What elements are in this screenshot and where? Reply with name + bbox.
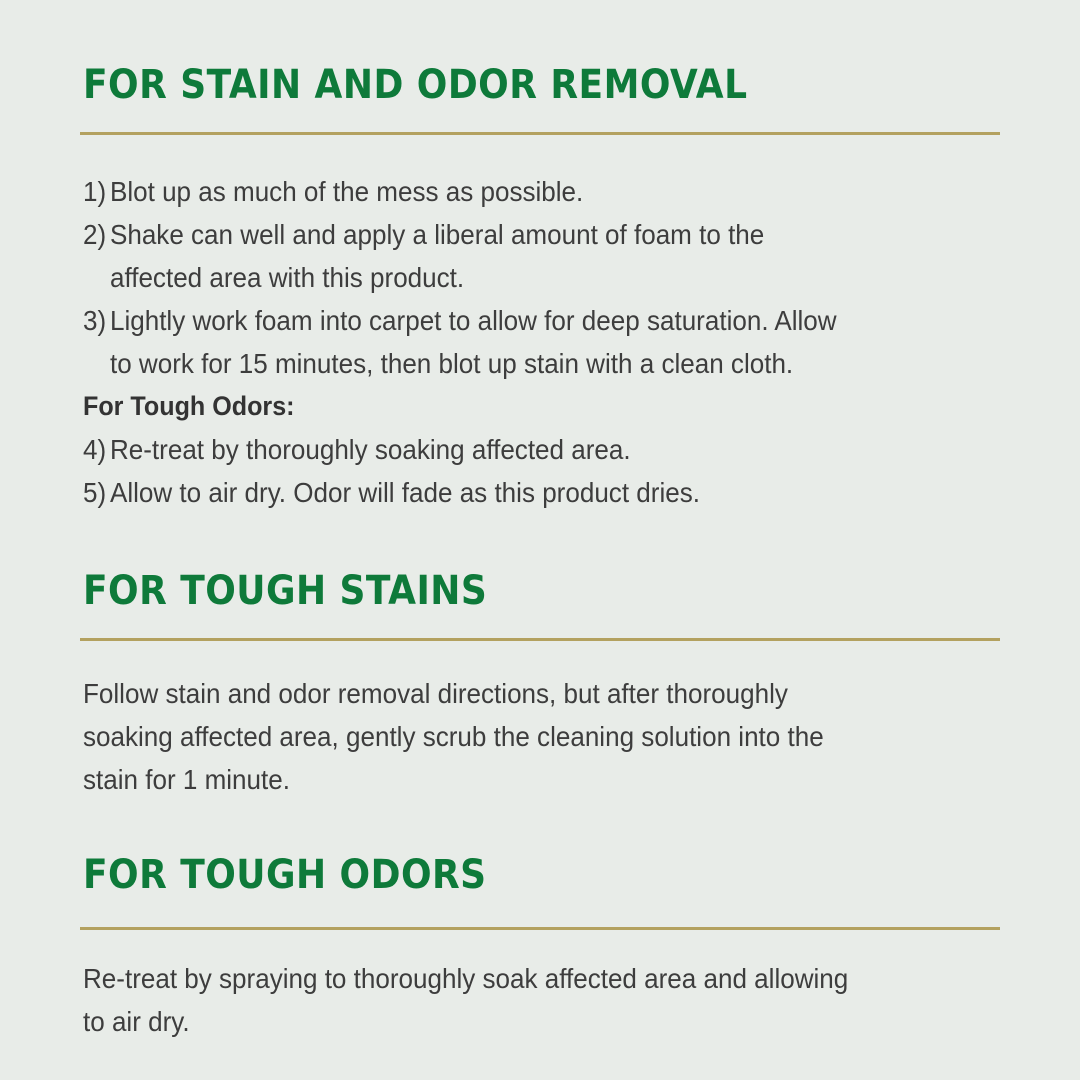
paragraph-line: Follow stain and odor removal directions, but after thoroughly bbox=[83, 678, 788, 709]
paragraph-line: Re-treat by spraying to thoroughly soak affected area and allowing bbox=[83, 963, 849, 994]
section-heading: FOR TOUGH STAINS bbox=[83, 568, 488, 614]
step-text: affected area with this product. bbox=[109, 262, 465, 293]
step-number: 3) bbox=[83, 305, 107, 336]
list-item bbox=[83, 471, 837, 514]
step-text: Lightly work foam into carpet to allow for deep saturation. Allow bbox=[109, 305, 837, 336]
subheading-tough-odors: For Tough Odors: bbox=[83, 391, 295, 421]
section-stain-odor-removal bbox=[83, 62, 1000, 508]
divider bbox=[80, 927, 1000, 930]
step-text: Shake can well and apply a liberal amount of foam to the bbox=[109, 219, 765, 250]
divider bbox=[80, 638, 1000, 641]
paragraph bbox=[83, 957, 848, 1043]
list-item bbox=[83, 213, 837, 299]
divider bbox=[80, 132, 1000, 135]
step-text: to work for 15 minutes, then blot up stain with a clean cloth. bbox=[109, 348, 794, 379]
step-text: Allow to air dry. Odor will fade as this product dries. bbox=[109, 477, 700, 508]
step-text: Re-treat by thoroughly soaking affected area. bbox=[109, 434, 631, 465]
list-item bbox=[83, 299, 837, 385]
paragraph-line: to air dry. bbox=[83, 1006, 190, 1037]
list-item bbox=[83, 428, 837, 471]
paragraph-line: stain for 1 minute. bbox=[83, 764, 290, 795]
instructions-list bbox=[83, 170, 837, 514]
list-item bbox=[83, 170, 837, 213]
section-tough-odors bbox=[83, 852, 1000, 1037]
step-number: 4) bbox=[83, 434, 107, 465]
step-number: 1) bbox=[83, 176, 107, 207]
section-heading: FOR TOUGH ODORS bbox=[83, 852, 487, 898]
section-tough-stains bbox=[83, 568, 1000, 795]
step-number: 5) bbox=[83, 477, 107, 508]
section-heading: FOR STAIN AND ODOR REMOVAL bbox=[83, 62, 748, 108]
step-text: Blot up as much of the mess as possible. bbox=[109, 176, 584, 207]
paragraph-line: soaking affected area, gently scrub the cleaning solution into the bbox=[83, 721, 824, 752]
step-number: 2) bbox=[83, 219, 107, 250]
paragraph bbox=[83, 672, 824, 801]
